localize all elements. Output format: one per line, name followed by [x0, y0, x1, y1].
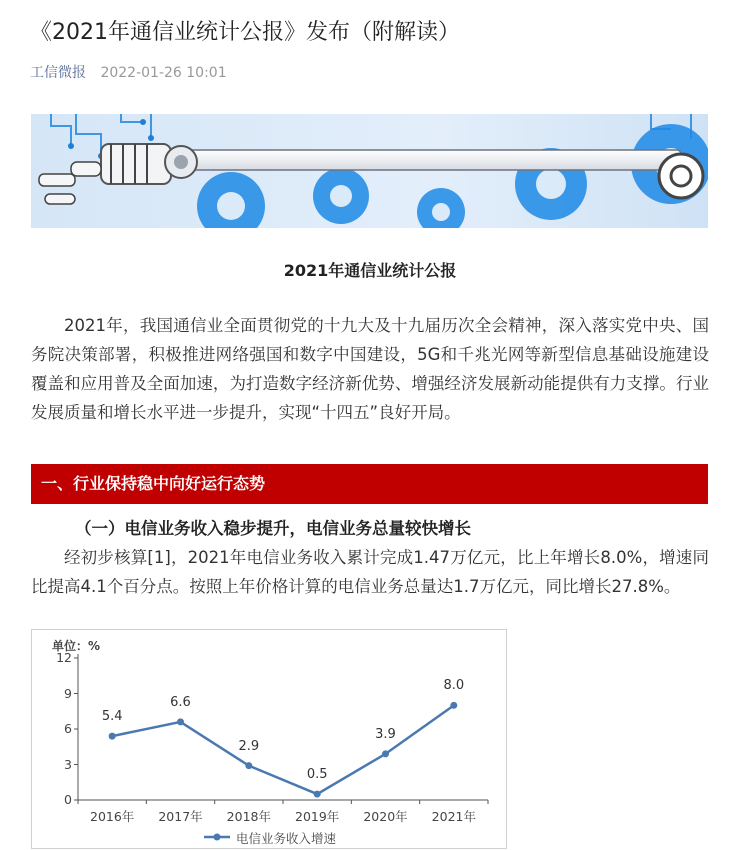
- y-tick-label: 6: [64, 721, 72, 736]
- y-tick-label: 9: [64, 685, 72, 701]
- x-tick-label: 2020年: [363, 809, 408, 824]
- revenue-paragraph: 经初步核算[1]，2021年电信业务收入累计完成1.47万亿元，比上年增长8.0%，增速同比提高4.1个百分点。按照上年价格计算的电信业务总量达1.7万亿元，同比增长27.8%。: [31, 548, 709, 596]
- intro-paragraph: 2021年，我国通信业全面贯彻党的十九大及十九届历次全会精神，深入落实党中央、国务院决策部署，积极推进网络强国和数字中国建设，5G和千兆光网等新型信息基础设施建设覆盖和应用普及全面加速，为打造数字经济新优势、增强经济发展新动能提供有力支撑。行业发展质量和增长水平进一步提升，实现“十四五”良好开局。: [31, 316, 709, 422]
- legend-marker: [214, 834, 221, 841]
- data-label: 2.9: [238, 738, 260, 754]
- series-line: [112, 705, 454, 794]
- banner-image: [31, 114, 708, 228]
- article-title: 《2021年通信业统计公报》发布（附解读）: [30, 20, 460, 45]
- y-tick-label: 0: [64, 792, 72, 807]
- y-tick-label: 3: [64, 756, 72, 772]
- data-point: [314, 791, 321, 798]
- section-header: 一、行业保持稳中向好运行态势: [31, 464, 708, 504]
- y-tick-label: 12: [56, 650, 72, 665]
- x-tick-label: 2016年: [90, 809, 135, 824]
- chart-unit-label: 单位：%: [52, 639, 101, 653]
- data-point: [382, 750, 389, 757]
- data-label: 6.6: [170, 694, 191, 710]
- robot-arm-illustration: [31, 114, 708, 228]
- data-point: [109, 733, 116, 740]
- data-label: 5.4: [101, 709, 123, 725]
- data-point: [245, 762, 252, 769]
- data-point: [450, 702, 457, 709]
- article-meta: [30, 62, 227, 84]
- x-tick-label: 2019年: [295, 809, 340, 824]
- data-point: [177, 718, 184, 725]
- x-tick-label: 2021年: [431, 809, 476, 824]
- source-link[interactable]: 工信微报: [30, 65, 86, 81]
- publish-time: 2022-01-26 10:01: [100, 65, 227, 81]
- data-label: 8.0: [443, 678, 465, 694]
- data-label: 3.9: [375, 726, 396, 742]
- growth-line-chart: [31, 629, 507, 849]
- data-label: 0.5: [306, 767, 328, 783]
- legend-label: 电信业务收入增速: [236, 831, 337, 846]
- report-heading: 2021年通信业统计公报: [283, 261, 457, 280]
- subsection-heading: （一）电信业务收入稳步提升，电信业务总量较快增长: [75, 519, 471, 538]
- x-tick-label: 2018年: [226, 809, 271, 824]
- x-tick-label: 2017年: [158, 809, 203, 824]
